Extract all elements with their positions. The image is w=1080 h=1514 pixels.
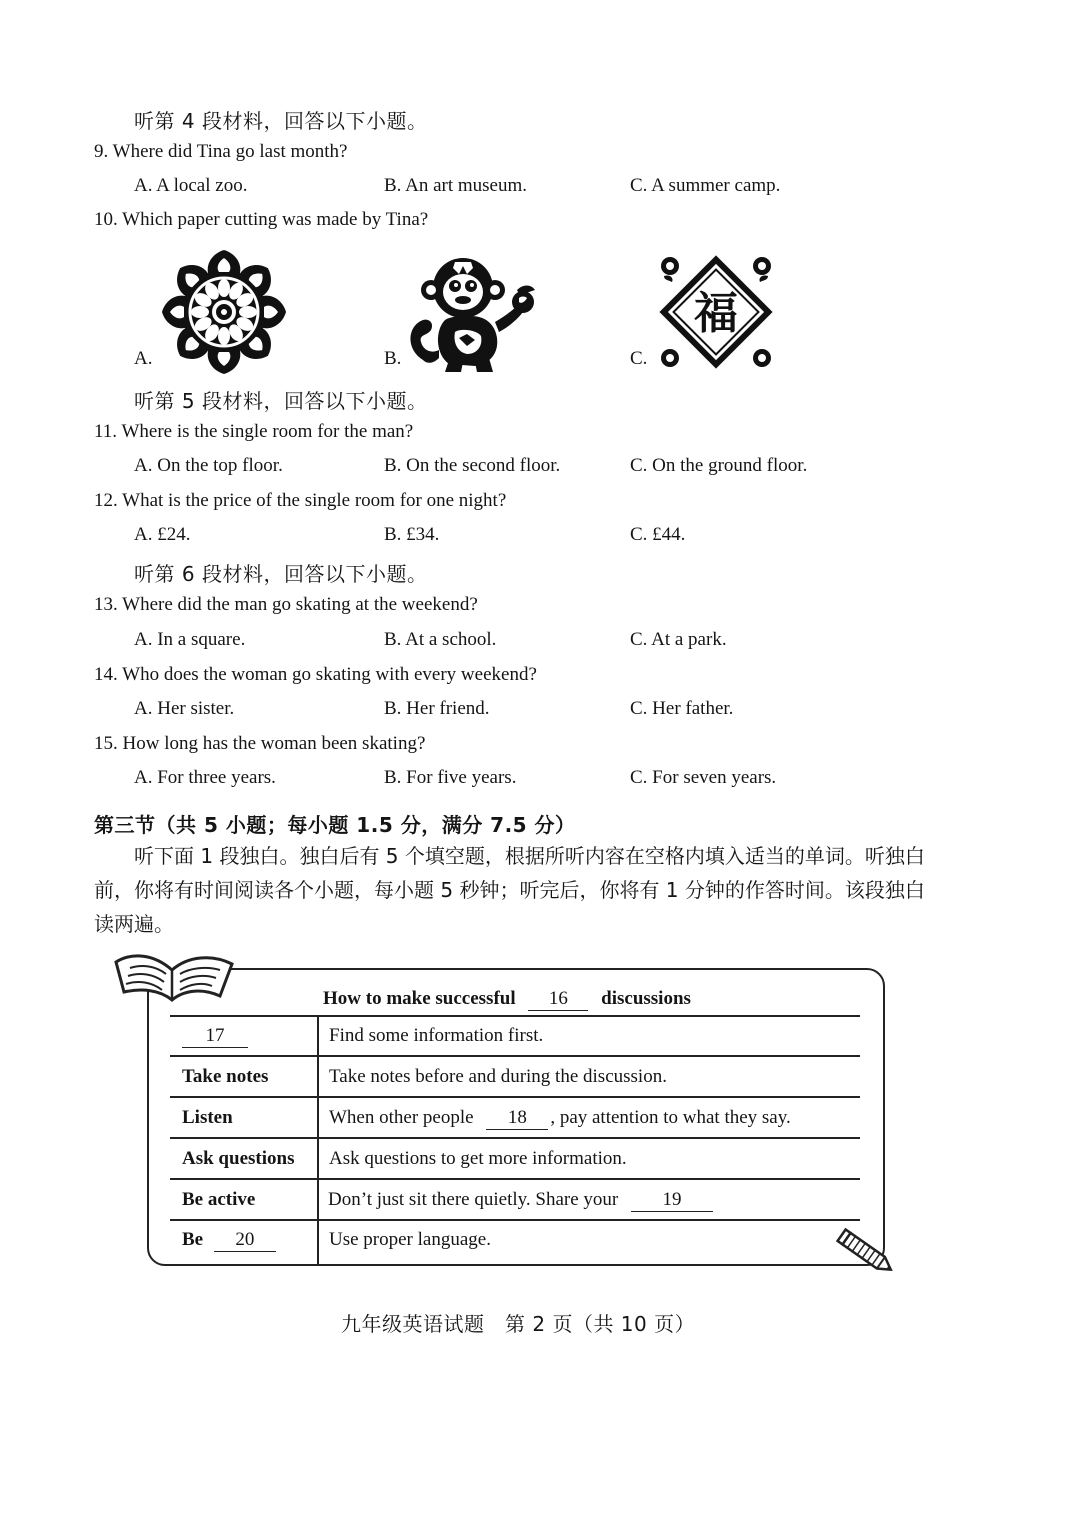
q12-option-b: B. £34.: [384, 524, 440, 545]
q15-option-a: A. For three years.: [134, 767, 276, 788]
table-row-6-label-text: Be: [182, 1229, 204, 1250]
table-row-5-text: Don’t just sit there quietly. Share your: [328, 1189, 619, 1210]
question-14: 14. Who does the woman go skating with every weekend?: [94, 664, 537, 685]
part3-instructions-line3: 读两遍。: [94, 912, 174, 936]
question-11: 11. Where is the single room for the man?: [94, 421, 414, 442]
blank-17: 17: [182, 1025, 248, 1048]
table-rule: [170, 1096, 860, 1098]
table-row-5-label: Be active: [182, 1189, 256, 1210]
table-row-6-label: [182, 1229, 276, 1252]
table-rule: [170, 1178, 860, 1180]
q9-option-a: A. A local zoo.: [134, 175, 248, 196]
table-title: [323, 988, 691, 1011]
table-row-3-label: Listen: [182, 1107, 233, 1128]
table-row-2-content: Take notes before and during the discussion.: [329, 1066, 667, 1087]
pencil-icon: [832, 1224, 902, 1282]
section-6-header: 听第 6 段材料，回答以下小题。: [134, 562, 428, 586]
table-row-4-content: Ask questions to get more information.: [329, 1148, 627, 1169]
table-row-3-text-post: , pay attention to what they say.: [550, 1107, 791, 1128]
table-row-6-content: Use proper language.: [329, 1229, 491, 1250]
section-4-header: 听第 4 段材料，回答以下小题。: [134, 109, 428, 133]
monkey-paper-cutting-icon: [405, 250, 540, 375]
q15-option-b: B. For five years.: [384, 767, 517, 788]
flower-paper-cutting-icon: [160, 248, 288, 376]
table-rule: [170, 1055, 860, 1057]
q14-option-a: A. Her sister.: [134, 698, 235, 719]
q10-option-b: B.: [384, 348, 402, 369]
page-footer: 九年级英语试题 第 2 页（共 10 页）: [341, 1312, 696, 1336]
table-row-1-content: Find some information first.: [329, 1025, 544, 1046]
blank-18: 18: [486, 1107, 548, 1130]
table-title-pre: How to make successful: [323, 988, 516, 1009]
question-15: 15. How long has the woman been skating?: [94, 733, 426, 754]
part3-instructions-line2: 前，你将有时间阅读各个小题，每小题 5 秒钟；听完后，你将有 1 分钟的作答时间。该段独白: [94, 878, 925, 902]
table-column-divider: [317, 1015, 319, 1265]
q11-option-a: A. On the top floor.: [134, 455, 283, 476]
q13-option-a: A. In a square.: [134, 629, 246, 650]
question-9: 9. Where did Tina go last month?: [94, 141, 348, 162]
q9-option-c: C. A summer camp.: [630, 175, 781, 196]
open-book-icon: [112, 942, 237, 1004]
q13-option-c: C. At a park.: [630, 629, 727, 650]
table-row-3-content: [329, 1107, 791, 1130]
question-13: 13. Where did the man go skating at the weekend?: [94, 594, 478, 615]
fu-character-text: 福: [694, 288, 738, 339]
table-row-1-label: [182, 1025, 248, 1048]
q13-option-b: B. At a school.: [384, 629, 497, 650]
blank-19: 19: [631, 1189, 713, 1212]
table-row-5-content: [328, 1189, 713, 1212]
table-row-4-label: Ask questions: [182, 1148, 295, 1169]
q14-option-b: B. Her friend.: [384, 698, 490, 719]
table-rule: [170, 1219, 860, 1221]
blank-16: 16: [528, 988, 588, 1011]
q12-option-a: A. £24.: [134, 524, 191, 545]
q10-option-a: A.: [134, 348, 153, 369]
part3-title: 第三节（共 5 小题；每小题 1.5 分，满分 7.5 分）: [94, 813, 576, 837]
q12-option-c: C. £44.: [630, 524, 686, 545]
table-title-post: discussions: [601, 988, 691, 1009]
q11-option-b: B. On the second floor.: [384, 455, 561, 476]
section-5-header: 听第 5 段材料，回答以下小题。: [134, 389, 428, 413]
blank-20: 20: [214, 1229, 276, 1252]
table-rule-top: [170, 1015, 860, 1017]
q11-option-c: C. On the ground floor.: [630, 455, 808, 476]
fu-paper-cutting-icon: [656, 252, 776, 372]
table-row-2-label: Take notes: [182, 1066, 269, 1087]
table-rule: [170, 1137, 860, 1139]
q15-option-c: C. For seven years.: [630, 767, 777, 788]
part3-instructions-line1: 听下面 1 段独白。独白后有 5 个填空题，根据所听内容在空格内填入适当的单词。听独白: [134, 844, 925, 868]
question-10: 10. Which paper cutting was made by Tina?: [94, 209, 429, 230]
q10-option-c: C.: [630, 348, 648, 369]
q14-option-c: C. Her father.: [630, 698, 734, 719]
question-12: 12. What is the price of the single room for one night?: [94, 490, 507, 511]
table-row-3-text: When other people: [329, 1107, 474, 1128]
q9-option-b: B. An art museum.: [384, 175, 528, 196]
